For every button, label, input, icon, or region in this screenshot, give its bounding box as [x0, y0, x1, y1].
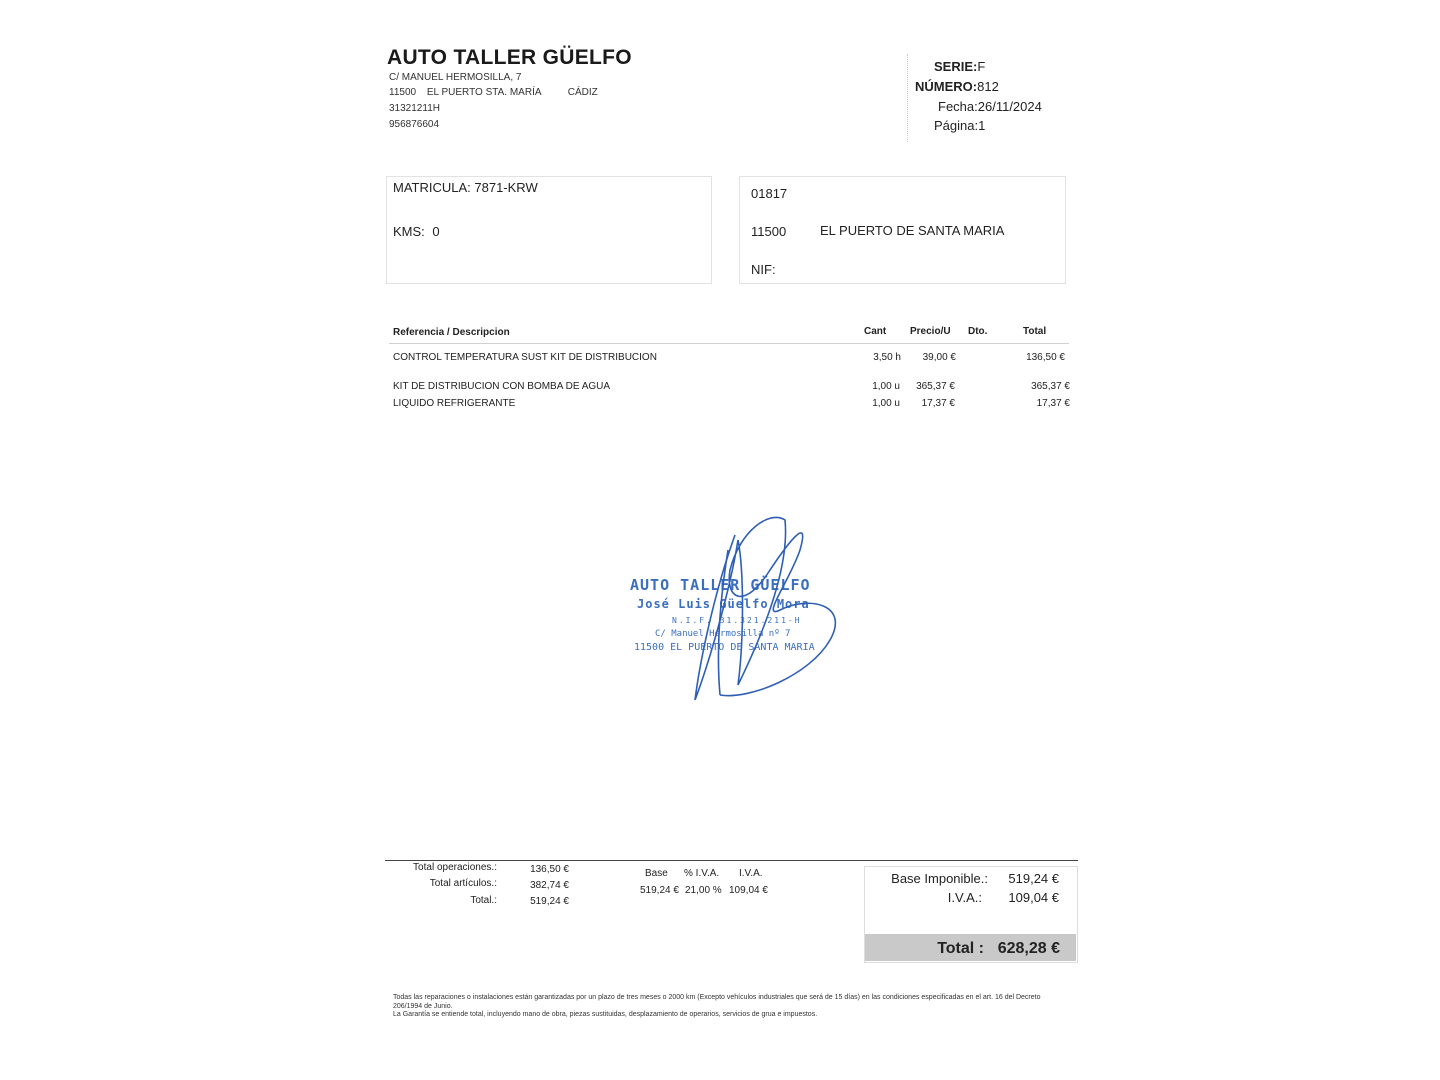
footer-line-2: 206/1994 de Junio. — [393, 1002, 453, 1010]
tax-base-value: 519,24 € — [640, 885, 679, 896]
company-city: EL PUERTO STA. MARÍA — [426, 87, 541, 98]
matricula-row — [393, 180, 538, 195]
total-operaciones-value: 136,50 € — [530, 864, 569, 875]
row-cant: 1,00 u — [872, 398, 900, 409]
row-cant: 1,00 u — [872, 381, 900, 392]
grand-total-label: Total : — [937, 940, 984, 957]
fecha-row — [938, 99, 1042, 114]
serie-value: F — [977, 59, 986, 74]
row-desc: LIQUIDO REFRIGERANTE — [393, 398, 516, 409]
total-value: 519,24 € — [530, 896, 569, 907]
col-header-precio: Precio/U — [910, 326, 951, 337]
warranty-footer — [393, 994, 1073, 1020]
iva-label: I.V.A.: — [947, 890, 982, 905]
kms-row — [393, 224, 440, 239]
invoice-meta — [907, 54, 1063, 142]
company-address: C/ MANUEL HERMOSILLA, 7 — [389, 72, 522, 83]
tax-header-base: Base — [645, 868, 668, 879]
company-phone: 956876604 — [389, 119, 440, 130]
table-header-divider — [389, 343, 1069, 344]
footer-line-3: La Garantía se entiende total, incluyendo mano de obra, piezas sustituidas, desplazamiento de operarios, servicios de grua e impuestos. — [393, 1011, 818, 1018]
client-code: 01817 — [751, 186, 788, 201]
col-header-total: Total — [1023, 326, 1047, 337]
company-name: AUTO TALLER GÜELFO — [387, 46, 632, 69]
row-total: 136,50 € — [1026, 352, 1065, 363]
client-nif-label: NIF: — [751, 262, 776, 277]
company-postal: 11500 — [389, 87, 417, 98]
stamp-line-2: José Luis Güelfo Mora — [637, 597, 810, 611]
pagina-value: 1 — [978, 118, 986, 133]
matricula-value: 7871-KRW — [474, 180, 538, 195]
row-desc: CONTROL TEMPERATURA SUST KIT DE DISTRIBUCION — [393, 352, 657, 363]
total-label: Total.: — [470, 895, 497, 906]
iva-value: 109,04 € — [1008, 890, 1059, 905]
total-articulos-value: 382,74 € — [530, 880, 569, 891]
row-total: 365,37 € — [1031, 381, 1070, 392]
row-precio: 17,37 € — [921, 398, 955, 409]
row-desc: KIT DE DISTRIBUCION CON BOMBA DE AGUA — [393, 381, 611, 392]
serie-row — [934, 59, 985, 74]
company-city-line — [389, 87, 598, 98]
numero-value: 812 — [977, 79, 999, 94]
col-header-dto: Dto. — [968, 326, 988, 337]
fecha-label: Fecha: — [938, 99, 978, 114]
totals-divider — [385, 860, 1078, 861]
pagina-row — [934, 118, 985, 133]
serie-label: SERIE: — [934, 59, 978, 74]
tax-header-pct: % I.V.A. — [684, 868, 720, 879]
matricula-label: MATRICULA: — [393, 180, 471, 195]
base-imponible-label: Base Imponible.: — [891, 871, 988, 886]
total-articulos-label: Total artículos.: — [429, 878, 497, 889]
grand-total-value: 628,28 € — [997, 940, 1060, 957]
tax-header-iva: I.V.A. — [739, 868, 763, 879]
fecha-value: 26/11/2024 — [977, 99, 1042, 114]
tax-iva-value: 109,04 € — [729, 885, 768, 896]
stamp-graphic — [620, 510, 850, 710]
numero-row — [915, 79, 999, 94]
numero-label: NÚMERO: — [915, 79, 978, 94]
stamp-line-1: AUTO TALLER GÜELFO — [630, 576, 811, 594]
stamp-line-4: C/ Manuel Hermosilla nº 7 — [655, 629, 791, 639]
total-operaciones-label: Total operaciones.: — [413, 862, 497, 873]
footer-line-1: Todas las reparaciones o instalaciones están garantizadas por un plazo de tres meses o 2000 km (Excepto vehículos industriales que será de 15 días) en las condiciones especificadas en el art. 16 del Decreto — [393, 994, 1041, 1001]
row-precio: 365,37 € — [916, 381, 955, 392]
client-city: EL PUERTO DE SANTA MARIA — [820, 223, 1005, 238]
tax-pct-value: 21,00 % — [685, 885, 722, 896]
client-postal: 11500 — [751, 224, 787, 239]
row-total: 17,37 € — [1036, 398, 1070, 409]
company-nif: 31321211H — [389, 103, 440, 114]
base-imponible-value: 519,24 € — [1008, 871, 1059, 886]
kms-label: KMS: — [393, 224, 425, 239]
pagina-label: Página: — [934, 118, 979, 133]
company-province: CÁDIZ — [567, 87, 598, 98]
row-precio: 39,00 € — [922, 352, 956, 363]
col-header-desc: Referencia / Descripcion — [393, 327, 510, 338]
stamp-line-3: N.I.F. 31.321.211-H — [672, 616, 802, 625]
stamp-line-5: 11500 EL PUERTO DE SANTA MARIA — [634, 642, 815, 653]
row-cant: 3,50 h — [873, 352, 901, 363]
kms-value: 0 — [432, 224, 440, 239]
col-header-cant: Cant — [864, 326, 887, 337]
company-stamp — [620, 510, 850, 710]
